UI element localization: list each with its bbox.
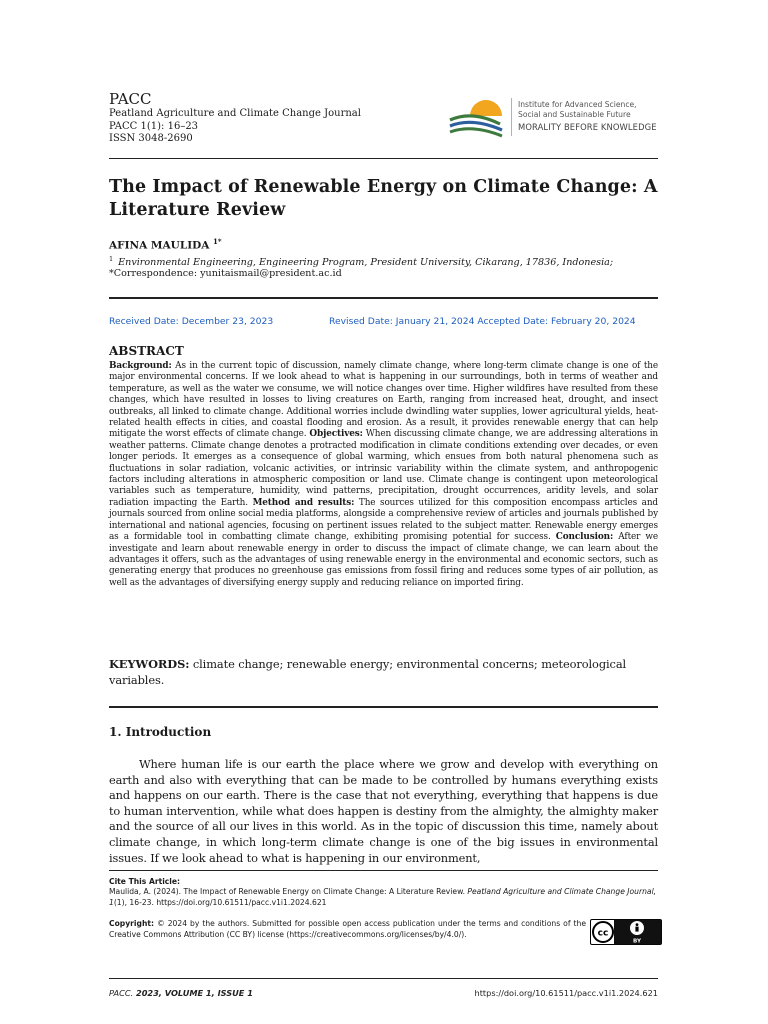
keywords [109, 657, 661, 688]
footer-journal-abbr: PACC. [109, 988, 134, 998]
abstract-methods-label: Method and results: [252, 497, 355, 508]
article-title: The Impact of Renewable Energy on Climate Change: A Literature Review [109, 177, 658, 220]
citation-heading: Cite This Article: [109, 877, 181, 886]
journal-name: Peatland Agriculture and Climate Change Journal [109, 108, 361, 119]
copyright-label: Copyright: [109, 919, 155, 928]
footer-rule [109, 978, 658, 979]
section-heading-introduction: 1. Introduction [109, 725, 212, 739]
citation-tail: (1), 16-23. https://doi.org/10.61511/pacc.v1i1.2024.621 [113, 897, 327, 907]
institute-logo-icon [448, 94, 506, 140]
svg-text:cc: cc [597, 928, 609, 939]
footer-year-volume: 2023, VOLUME 1, ISSUE 1 [133, 988, 253, 998]
introduction-paragraph: Where human life is our earth the place where we grow and develop with everything on earth and also with everything that can be made to be controlled by humans everything exists and happens on our earth. There is the case that not everything, everything that happens is due to human intervention, while what does happen is destiny from the almighty, the almighty maker and the source of all our lives in this world. As in the topic of discussion this time, namely about climate change, in which long-term climate change is one of the big issues in environmental issues. If we look ahead to what is happening in our environment, [109, 757, 658, 865]
journal-issn: ISSN 3048-2690 [109, 133, 193, 144]
citation-block [109, 877, 658, 908]
abstract-heading: ABSTRACT [109, 344, 184, 358]
keywords-text: climate change; renewable energy; environmental concerns; meteorological variables. [109, 657, 627, 687]
citation-rule [109, 870, 658, 871]
header-rule [109, 158, 658, 159]
journal-abbreviation: PACC [109, 90, 152, 108]
copyright-text: © 2024 by the authors. Submitted for possible open access publication under the terms and conditions of the Creative Commons Attribution (CC BY) license (https://creativecommons.org/licenses/by/4.0/). [109, 919, 586, 939]
logo-separator [511, 98, 512, 136]
author-superscript: 1* [213, 237, 222, 246]
keywords-rule [109, 706, 658, 708]
affiliation-text: Environmental Engineering, Engineering Program, President University, Cikarang, 17836, Indonesia; [118, 257, 614, 269]
footer-doi[interactable]: https://doi.org/10.61511/pacc.v1i1.2024.621 [474, 988, 658, 998]
keywords-label: KEYWORDS: [109, 657, 190, 671]
institute-name-line1: Institute for Advanced Science, [518, 100, 637, 109]
institute-name-line2: Social and Sustainable Future [518, 110, 631, 119]
author-name [109, 237, 222, 252]
revised-accepted-dates: Revised Date: January 21, 2024 Accepted Date: February 20, 2024 [329, 316, 636, 327]
citation-volume: 1 [109, 897, 114, 907]
author-name-text: AFINA MAULIDA [109, 239, 210, 252]
cc-by-license-icon [590, 919, 662, 945]
institute-name [518, 100, 657, 132]
citation-text [109, 887, 658, 908]
abstract-objectives: When discussing climate change, we are addressing alterations in weather patterns. Climate change denotes a protracted modification in climate conditions extending over decades, or even longer periods. It emerges as a consequence of global warming, which ensues from both natural phenomena such as fluctuations in solar radiation, volcanic activities, or intrinsic variability within the climate system, and anthropogenic factors including alterations in atmospheric composition or land use. Climate change is contingent upon meteorological variables such as temperature, humidity, wind patterns, precipitation, drought occurrences, aridity levels, and solar radiation impacting the Earth. [109, 429, 659, 508]
affiliation-superscript: 1 [109, 255, 114, 263]
correspondence: *Correspondence: yunitaismail@president.ac.id [109, 268, 342, 279]
abstract-conclusion: After we investigate and learn about renewable energy in order to discuss the impact of climate change, we can learn about the advantages it offers, such as the advantages of using renewable energy in the environmental and economic sectors, such as generating energy that produces no greenhouse gas emissions from fossil firing and reduces some types of air pollution, as well as the advantages of diversifying energy supply and reducing reliance on imported firing. [109, 532, 659, 588]
cc-by-badge-text: BY [632, 938, 642, 945]
abstract-background-label: Background: [109, 361, 172, 371]
journal-volume: PACC 1(1): 16–23 [109, 120, 199, 132]
citation-journal: Peatland Agriculture and Climate Change Journal, [467, 887, 657, 897]
abstract-background: As in the current topic of discussion, namely climate change, where long-term climate change is one of the major environmental concerns. If we look ahead to what is happening in our surroundings, both in terms of weather and temperature, as well as the water we consume, we will notice changes over time. Higher wildfires have resulted from these changes, which have resulted in losses to living creatures on Earth, ranging from increased heat, drought, and insect outbreaks, all linked to climate change. Additional worries include dwindling water supplies, lower agricultural yields, heat-related health effects in cities, and coastal flooding and erosion. As a result, it provides renewable energy that can help mitigate the worst effects of climate change. [109, 361, 658, 440]
author-rule [109, 297, 658, 299]
abstract-conclusion-label: Conclusion: [555, 532, 614, 543]
citation-plain: Maulida, A. (2024). The Impact of Renewable Energy on Climate Change: A Literature Review. [109, 887, 468, 897]
received-date: Received Date: December 23, 2023 [109, 316, 274, 327]
abstract-objectives-label: Objectives: [309, 429, 363, 440]
abstract-body [109, 361, 658, 589]
institute-logo [448, 94, 662, 140]
abstract-paragraph [109, 361, 658, 589]
copyright-notice [109, 919, 586, 940]
footer-journal [109, 988, 253, 998]
institute-motto: MORALITY BEFORE KNOWLEDGE [518, 122, 657, 132]
abstract-methods: The sources utilized for this composition encompass articles and journals sourced from online social media platforms, alongside a comprehensive review of articles and journals published by international and national agencies, focusing on pertinent issues related to the subject matter. Renewable energy emerges as a formidable tool in combatting climate change, exhibiting promising potential for success. [109, 497, 658, 543]
journal-header [109, 90, 361, 146]
